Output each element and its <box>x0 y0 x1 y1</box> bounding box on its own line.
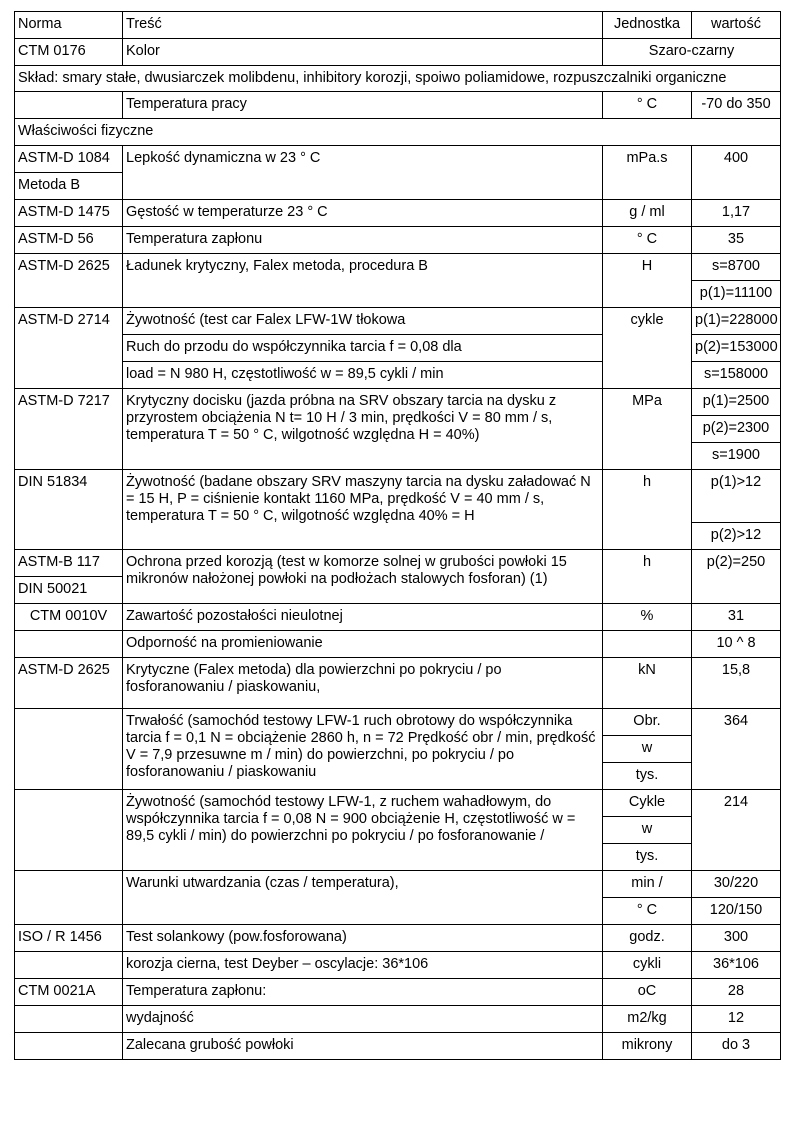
tresc-cell: Ruch do przodu do współczynnika tarcia f = 0,08 dla <box>123 335 603 362</box>
table-row <box>15 389 781 416</box>
wartosc-cell: p(2)=153000 <box>692 335 781 362</box>
wartosc-cell: 364 <box>692 709 781 790</box>
norma-cell <box>15 92 123 119</box>
norma-cell: ASTM-B 117 <box>15 550 123 577</box>
wartosc-cell: 28 <box>692 979 781 1006</box>
wartosc-cell: p(1)>12 <box>692 470 781 523</box>
header-jednostka: Jednostka <box>603 12 692 39</box>
table-row <box>15 227 781 254</box>
jednostka-cell: cykle <box>603 308 692 389</box>
wartosc-cell: do 3 <box>692 1033 781 1060</box>
wartosc-cell: p(1)=11100 <box>692 281 781 308</box>
wartosc-cell: p(2)>12 <box>692 523 781 550</box>
tresc-cell: Żywotność (badane obszary SRV maszyny tarcia na dysku załadować N = 15 H, P = ciśnienie kontakt 1160 MPa, prędkość V = 40 mm / s, temperatura T = 50 ° C, wilgotność względna 40% = H <box>123 470 603 550</box>
tresc-cell: Krytyczne (Falex metoda) dla powierzchni po pokryciu / po fosforanowaniu / piaskowaniu, <box>123 658 603 709</box>
tresc-cell: load = N 980 H, częstotliwość w = 89,5 cykli / min <box>123 362 603 389</box>
wartosc-cell: p(1)=2500 <box>692 389 781 416</box>
norma-cell: CTM 0021A <box>15 979 123 1006</box>
norma-cell: ASTM-D 56 <box>15 227 123 254</box>
norma-cell <box>15 1006 123 1033</box>
tresc-cell: Zalecana grubość powłoki <box>123 1033 603 1060</box>
tresc-cell: korozja cierna, test Deyber – oscylacje: 36*106 <box>123 952 603 979</box>
norma-cell <box>15 790 123 871</box>
composition-row <box>15 66 781 92</box>
jednostka-cell: godz. <box>603 925 692 952</box>
table-row <box>15 550 781 577</box>
section-title: Właściwości fizyczne <box>15 119 781 146</box>
norma-cell <box>15 952 123 979</box>
tresc-cell: wydajność <box>123 1006 603 1033</box>
table-row <box>15 790 781 817</box>
wartosc-cell: 10 ^ 8 <box>692 631 781 658</box>
jednostka-cell: mPa.s <box>603 146 692 200</box>
norma-cell: ISO / R 1456 <box>15 925 123 952</box>
wartosc-cell: p(2)=2300 <box>692 416 781 443</box>
norma-cell: ASTM-D 1475 <box>15 200 123 227</box>
norma-cell: CTM 0176 <box>15 39 123 66</box>
tresc-cell: Ochrona przed korozją (test w komorze solnej w grubości powłoki 15 mikronów nałożonej powłoki na podłożach stalowych fosforan) (1) <box>123 550 603 604</box>
jednostka-cell <box>603 631 692 658</box>
norma-cell: ASTM-D 2625 <box>15 658 123 709</box>
tresc-cell: Gęstość w temperaturze 23 ° C <box>123 200 603 227</box>
wartosc-cell: 214 <box>692 790 781 871</box>
tresc-cell: Żywotność (test car Falex LFW-1W tłokowa <box>123 308 603 335</box>
tresc-cell: Krytyczny docisku (jazda próbna na SRV obszary tarcia na dysku z przyrostem obciążenia N t= 10 H / 3 min, prędkości V = 80 mm / s, temperatura T = 50 ° C, wilgotność względna H = 40%) <box>123 389 603 470</box>
table-row <box>15 92 781 119</box>
norma-cell: CTM 0010V <box>15 604 123 631</box>
table-row <box>15 1033 781 1060</box>
wartosc-cell: p(1)=228000 <box>692 308 781 335</box>
section-row <box>15 119 781 146</box>
tresc-cell: Zawartość pozostałości nieulotnej <box>123 604 603 631</box>
tresc-cell: Lepkość dynamiczna w 23 ° C <box>123 146 603 200</box>
table-row <box>15 871 781 898</box>
tresc-cell: Ładunek krytyczny, Falex metoda, procedura B <box>123 254 603 308</box>
wartosc-cell: Szaro-czarny <box>603 39 781 66</box>
header-tresc: Treść <box>123 12 603 39</box>
norma-cell: DIN 51834 <box>15 470 123 550</box>
tresc-cell: Żywotność (samochód testowy LFW-1, z ruchem wahadłowym, do współczynnika tarcia f = 0,08 N = 900 obciążenie H, częstotliwość w = 89,5 cykli / min) do powierzchni po pokryciu / po fosforanowanie / <box>123 790 603 871</box>
norma-cell: DIN 50021 <box>15 577 123 604</box>
jednostka-cell: w <box>603 736 692 763</box>
wartosc-cell: p(2)=250 <box>692 550 781 604</box>
table-row <box>15 631 781 658</box>
wartosc-cell: 15,8 <box>692 658 781 709</box>
header-wartosc: wartość <box>692 12 781 39</box>
table-row <box>15 254 781 281</box>
jednostka-cell: tys. <box>603 763 692 790</box>
table-row <box>15 146 781 173</box>
tresc-cell: Kolor <box>123 39 603 66</box>
wartosc-cell: s=8700 <box>692 254 781 281</box>
jednostka-cell: w <box>603 817 692 844</box>
wartosc-cell: 400 <box>692 146 781 200</box>
composition-cell: Skład: smary stałe, dwusiarczek molibdenu, inhibitory korozji, spoiwo poliamidowe, rozpuszczalniki organiczne <box>15 66 781 92</box>
table-row <box>15 604 781 631</box>
wartosc-cell: 120/150 <box>692 898 781 925</box>
jednostka-cell: ° C <box>603 92 692 119</box>
jednostka-cell: kN <box>603 658 692 709</box>
header-row <box>15 12 781 39</box>
jednostka-cell: h <box>603 470 692 550</box>
norma-cell: ASTM-D 2625 <box>15 254 123 308</box>
jednostka-cell: Obr. <box>603 709 692 736</box>
jednostka-cell: h <box>603 550 692 604</box>
specification-table <box>14 11 781 1060</box>
jednostka-cell: Cykle <box>603 790 692 817</box>
norma-cell: Metoda B <box>15 173 123 200</box>
wartosc-cell: s=158000 <box>692 362 781 389</box>
table-row <box>15 979 781 1006</box>
tresc-cell: Test solankowy (pow.fosforowana) <box>123 925 603 952</box>
wartosc-cell: 31 <box>692 604 781 631</box>
jednostka-cell: H <box>603 254 692 308</box>
wartosc-cell: 300 <box>692 925 781 952</box>
jednostka-cell: ° C <box>603 227 692 254</box>
norma-cell: ASTM-D 2714 <box>15 308 123 389</box>
tresc-cell: Temperatura zapłonu <box>123 227 603 254</box>
jednostka-cell: tys. <box>603 844 692 871</box>
norma-cell <box>15 1033 123 1060</box>
table-row <box>15 39 781 66</box>
tresc-cell: Temperatura zapłonu: <box>123 979 603 1006</box>
table-row <box>15 470 781 523</box>
jednostka-cell: cykli <box>603 952 692 979</box>
table-row <box>15 308 781 335</box>
wartosc-cell: 12 <box>692 1006 781 1033</box>
wartosc-cell: 35 <box>692 227 781 254</box>
norma-cell <box>15 631 123 658</box>
table-row <box>15 952 781 979</box>
wartosc-cell: s=1900 <box>692 443 781 470</box>
tresc-cell: Trwałość (samochód testowy LFW-1 ruch obrotowy do współczynnika tarcia f = 0,1 N = obciążenie 2860 h, n = 72 Prędkość obr / min, prędkość V = 7,9 przesuwne m / min) do powierzchni, po pokryciu / po fosforanowaniu / piaskowaniu <box>123 709 603 790</box>
table-row <box>15 658 781 709</box>
jednostka-cell: min / <box>603 871 692 898</box>
norma-cell: ASTM-D 7217 <box>15 389 123 470</box>
jednostka-cell: ° C <box>603 898 692 925</box>
tresc-cell: Temperatura pracy <box>123 92 603 119</box>
wartosc-cell: 1,17 <box>692 200 781 227</box>
jednostka-cell: m2/kg <box>603 1006 692 1033</box>
table-row <box>15 1006 781 1033</box>
norma-cell: ASTM-D 1084 <box>15 146 123 173</box>
jednostka-cell: MPa <box>603 389 692 470</box>
wartosc-cell: 30/220 <box>692 871 781 898</box>
norma-cell <box>15 709 123 790</box>
table-row <box>15 709 781 736</box>
tresc-cell: Warunki utwardzania (czas / temperatura), <box>123 871 603 925</box>
table-row <box>15 925 781 952</box>
jednostka-cell: mikrony <box>603 1033 692 1060</box>
tresc-cell: Odporność na promieniowanie <box>123 631 603 658</box>
table-row <box>15 200 781 227</box>
wartosc-cell: 36*106 <box>692 952 781 979</box>
jednostka-cell: % <box>603 604 692 631</box>
jednostka-cell: oC <box>603 979 692 1006</box>
jednostka-cell: g / ml <box>603 200 692 227</box>
norma-cell <box>15 871 123 925</box>
header-norma: Norma <box>15 12 123 39</box>
wartosc-cell: -70 do 350 <box>692 92 781 119</box>
